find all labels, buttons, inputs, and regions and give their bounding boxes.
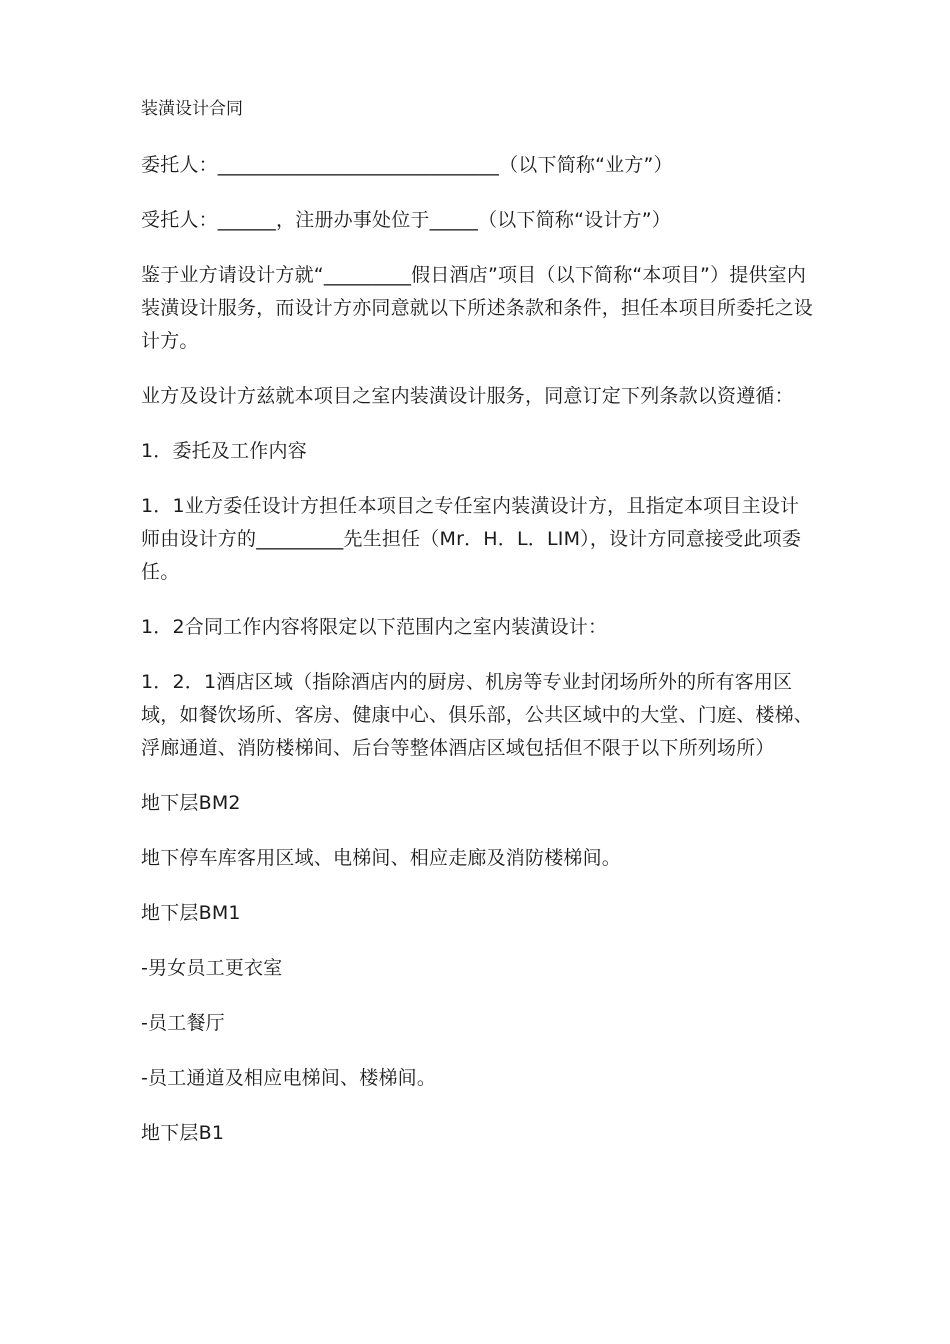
paragraph-recital: 鉴于业方请设计方就“_________假日酒店”项目（以下简称“本项目”）提供室内装潢设计服务，而设计方亦同意就以下所述条款和条件，担任本项目所委托之设计方。	[141, 264, 814, 352]
floor-heading-b1: 地下层B1	[141, 1122, 225, 1144]
list-item: -员工通道及相应电梯间、楼梯间。	[141, 1067, 437, 1089]
floor-heading-bm2: 地下层BM2	[141, 792, 241, 814]
document-body	[141, 96, 813, 1172]
list-item: -员工餐厅	[141, 1012, 225, 1034]
paragraph-principal: 委托人：_____________________________（以下简称“业方”）	[141, 154, 673, 176]
clause-1-2-1: 1．2．1酒店区域（指除酒店内的厨房、机房等专业封闭场所外的所有客用区域，如餐饮场所、客房、健康中心、俱乐部，公共区域中的大堂、门庭、楼梯、浮廊通道、消防楼梯间、后台等整体酒店区域包括但不限于以下所列场所）	[141, 671, 814, 759]
floor-bm2-description: 地下停车库客用区域、电梯间、相应走廊及消防楼梯间。	[141, 847, 622, 869]
paragraph-agent: 受托人：______，注册办事处位于_____（以下简称“设计方”）	[141, 209, 671, 231]
clause-1-1: 1．1业方委任设计方担任本项目之专任室内装潢设计方，且指定本项目主设计师由设计方的_________先生担任（Mr．H．L．LIM），设计方同意接受此项委任。	[141, 495, 802, 583]
section-heading-1: 1．委托及工作内容	[141, 440, 307, 462]
paragraph-agreement: 业方及设计方兹就本项目之室内装潢设计服务，同意订定下列条款以资遵循：	[141, 385, 794, 407]
clause-1-2: 1．2合同工作内容将限定以下范围内之室内装潢设计：	[141, 616, 608, 638]
document-title: 装潢设计合同	[141, 99, 243, 119]
list-item: -男女员工更衣室	[141, 957, 283, 979]
floor-heading-bm1: 地下层BM1	[141, 902, 241, 924]
